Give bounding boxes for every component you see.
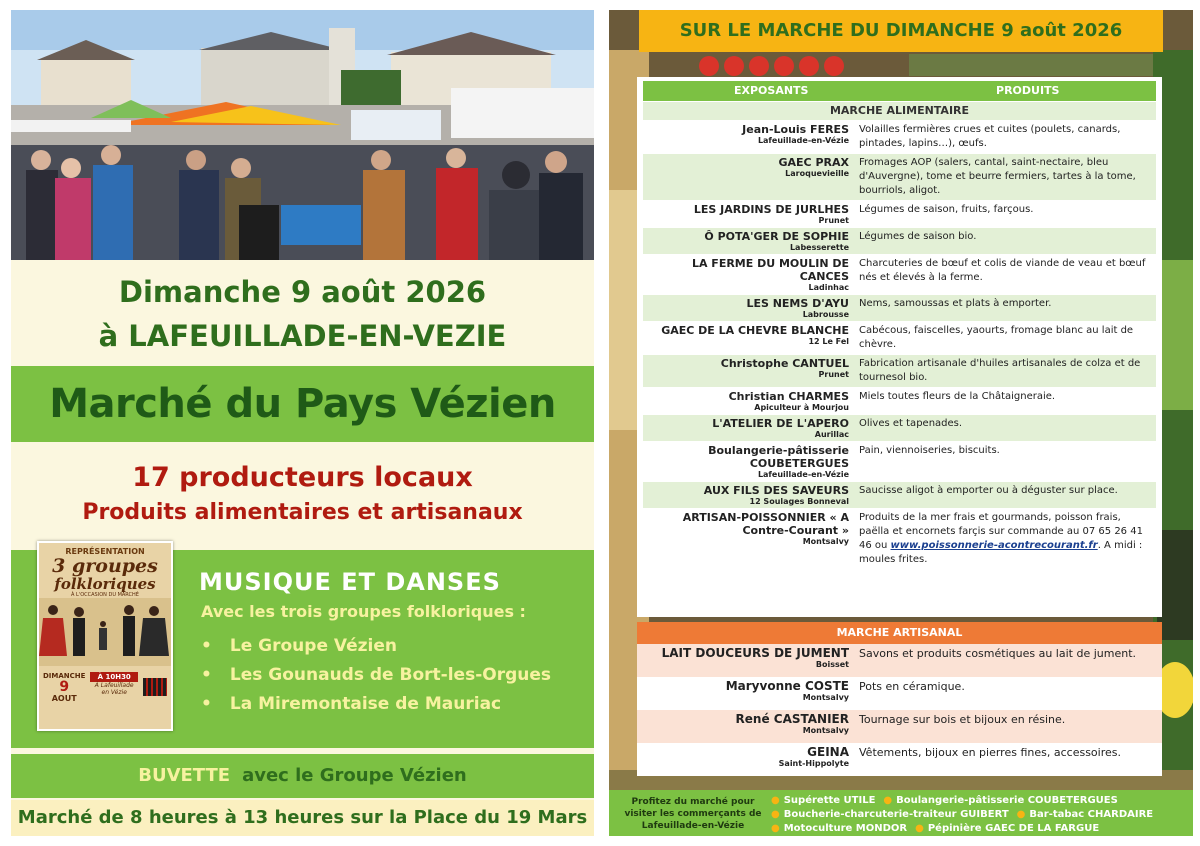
poster-day: DIMANCHE bbox=[43, 672, 86, 680]
table-row bbox=[637, 644, 1162, 677]
exposant-town: Ladinhac bbox=[808, 283, 849, 292]
flyer-right-page bbox=[609, 10, 1193, 836]
exposant-town: Laroquevieille bbox=[785, 169, 849, 178]
exposant-cell bbox=[643, 322, 855, 354]
exposant-town: 12 Le Fel bbox=[808, 337, 849, 346]
products-text: Saucisse aligot à emporter ou à déguster sur place. bbox=[859, 485, 1118, 496]
poster-month: AOUT bbox=[51, 694, 77, 703]
products-after: . A midi : moules frites. bbox=[859, 540, 1143, 565]
table-row bbox=[643, 227, 1156, 254]
exposant-cell bbox=[637, 743, 855, 776]
products-cell bbox=[855, 509, 1156, 569]
products-cell bbox=[855, 322, 1156, 354]
products-text: Légumes de saison, fruits, farçous. bbox=[859, 204, 1034, 215]
exposant-name: LA FERME DU MOULIN DE CANCES bbox=[691, 257, 849, 283]
products-cell bbox=[855, 201, 1156, 227]
exposant-cell bbox=[637, 677, 855, 710]
products-cell bbox=[855, 415, 1156, 441]
table-header bbox=[643, 81, 1156, 101]
exposant-name: Jean-Louis FERES bbox=[742, 123, 849, 136]
exposant-cell bbox=[643, 509, 855, 569]
exposant-town: Montsalvy bbox=[802, 537, 849, 546]
table-row bbox=[643, 321, 1156, 354]
flyer-left-page bbox=[11, 10, 594, 836]
event-date: Dimanche 9 août 2026 bbox=[118, 275, 487, 309]
table-row bbox=[643, 441, 1156, 481]
exposant-town: Lafeuillade-en-Vézie bbox=[757, 470, 849, 479]
products-line: Produits alimentaires et artisanaux bbox=[82, 500, 523, 525]
exposant-town: Aurillac bbox=[814, 430, 849, 439]
exposant-cell bbox=[643, 388, 855, 414]
table-row bbox=[643, 200, 1156, 227]
exposant-name: L'ATELIER DE L'APERO bbox=[712, 417, 849, 430]
exposant-town: Montsalvy bbox=[802, 726, 849, 735]
poster-top: REPRÉSENTATION bbox=[65, 547, 145, 556]
products-text: Fabrication artisanale d'huiles artisanales de colza et de tournesol bio. bbox=[859, 358, 1141, 383]
exposant-cell bbox=[643, 415, 855, 441]
exposant-name: Christophe CANTUEL bbox=[720, 357, 849, 370]
exposant-name: GAEC DE LA CHEVRE BLANCHE bbox=[661, 324, 849, 337]
products-cell bbox=[855, 295, 1156, 321]
table-row bbox=[643, 508, 1156, 569]
exposant-cell bbox=[643, 295, 855, 321]
shops-line bbox=[771, 794, 1161, 808]
exposant-cell bbox=[643, 482, 855, 508]
exposant-name: LAIT DOUCEURS DE JUMENT bbox=[661, 646, 849, 660]
products-text: Olives et tapenades. bbox=[859, 418, 963, 429]
exposant-cell bbox=[643, 442, 855, 481]
shops-list bbox=[771, 794, 1161, 836]
products-cell bbox=[855, 355, 1156, 387]
exposant-name: GEINA bbox=[807, 745, 849, 759]
exposant-cell bbox=[643, 228, 855, 254]
groups-list bbox=[201, 632, 551, 719]
exposant-town: Montsalvy bbox=[802, 693, 849, 702]
exposant-name: AUX FILS DES SAVEURS bbox=[703, 484, 849, 497]
producers-count: 17 producteurs locaux bbox=[132, 462, 473, 493]
table-row bbox=[643, 120, 1156, 153]
exposant-name: René CASTANIER bbox=[735, 712, 849, 726]
products-cell bbox=[855, 442, 1156, 481]
folklore-poster bbox=[37, 541, 173, 731]
products-cell: Pots en céramique. bbox=[859, 680, 965, 693]
products-cell bbox=[855, 228, 1156, 254]
exposant-name: GAEC PRAX bbox=[778, 156, 849, 169]
table-row bbox=[643, 354, 1156, 387]
poster-title-2: folkloriques bbox=[54, 575, 156, 593]
products-cell: Tournage sur bois et bijoux en résine. bbox=[859, 713, 1066, 726]
title-band bbox=[11, 366, 594, 442]
exposant-name: Boulangerie-pâtisserie COUBETERGUES bbox=[708, 444, 849, 470]
exposant-name: Ô POTA'GER DE SOPHIE bbox=[704, 230, 849, 243]
exposant-name: LES JARDINS DE JURLHES bbox=[693, 203, 849, 216]
shop-name: ● Boucherie-charcuterie-traiteur GUIBERT bbox=[771, 809, 1009, 820]
shops-line bbox=[771, 822, 1161, 836]
products-text: Pain, viennoiseries, biscuits. bbox=[859, 445, 1000, 456]
exposant-name: LES NEMS D'AYU bbox=[746, 297, 849, 310]
products-text: Miels toutes fleurs de la Châtaigneraie. bbox=[859, 391, 1056, 402]
exposant-name: Christian CHARMES bbox=[728, 390, 849, 403]
table-row bbox=[643, 387, 1156, 414]
poster-time: À 10H30 bbox=[90, 672, 138, 682]
dancers-illustration bbox=[39, 598, 171, 666]
table-row bbox=[643, 481, 1156, 508]
products-text: Nems, samoussas et plats à emporter. bbox=[859, 298, 1052, 309]
exposant-cell bbox=[637, 644, 855, 677]
buvette-band bbox=[11, 754, 594, 798]
exposant-cell bbox=[643, 121, 855, 153]
exposant-town: Boisset bbox=[815, 660, 849, 669]
website-link[interactable]: www.poissonnerie-acontrecourant.fr bbox=[890, 540, 1098, 551]
right-header: SUR LE MARCHE DU DIMANCHE 9 août 2026 bbox=[639, 10, 1163, 52]
products-text: Cabécous, faiscelles, yaourts, fromage blanc au lait de chèvre. bbox=[859, 325, 1134, 350]
products-text: Fromages AOP (salers, cantal, saint-nectaire, bleu d'Auvergne), tome et beurre fermiers, tartes à la tome, bourriols, aligot. bbox=[859, 157, 1136, 196]
buvette-text: avec le Groupe Vézien bbox=[242, 765, 467, 786]
exposant-name: Maryvonne COSTE bbox=[725, 679, 849, 693]
products-cell bbox=[855, 154, 1156, 200]
col-exposants: EXPOSANTS bbox=[734, 84, 809, 97]
table-row bbox=[643, 414, 1156, 441]
table-row bbox=[643, 294, 1156, 321]
footer-lead: Profitez du marché pour visiter les commerçants de Lafeuillade-en-Vézie bbox=[624, 797, 762, 831]
exposant-town: Labrousse bbox=[802, 310, 849, 319]
poster-sub: À L'OCCASION DU MARCHÉ bbox=[71, 592, 139, 598]
table-row bbox=[637, 743, 1162, 776]
shop-name: ● Pépinière GAEC DE LA FARGUE bbox=[915, 823, 1099, 834]
craft-rows bbox=[637, 644, 1162, 776]
food-section-title: MARCHE ALIMENTAIRE bbox=[643, 102, 1156, 120]
exposant-town: Prunet bbox=[818, 370, 849, 379]
table-row bbox=[637, 677, 1162, 710]
shop-name: ● Boulangerie-pâtisserie COUBETERGUES bbox=[883, 795, 1117, 806]
group-item: • La Miremontaise de Mauriac bbox=[201, 690, 551, 719]
buvette-label: BUVETTE bbox=[138, 765, 231, 786]
poster-num: 9 bbox=[59, 679, 70, 695]
event-place: à LAFEUILLADE-EN-VEZIE bbox=[98, 319, 507, 353]
products-cell: Savons et produits cosmétiques au lait de jument. bbox=[859, 647, 1137, 660]
exposant-town: Apiculteur à Mourjou bbox=[754, 403, 849, 412]
food-table bbox=[637, 77, 1162, 617]
table-row bbox=[643, 153, 1156, 200]
exposant-town: Lafeuillade-en-Vézie bbox=[757, 136, 849, 145]
col-produits: PRODUITS bbox=[996, 84, 1060, 97]
products-text: Volailles fermières crues et cuites (poulets, canards, pintades, lapins…), œufs. bbox=[859, 124, 1121, 149]
exposant-cell bbox=[637, 710, 855, 743]
accordion-icon bbox=[143, 678, 167, 696]
group-item: • Les Gounauds de Bort-les-Orgues bbox=[201, 661, 551, 690]
products-cell bbox=[855, 482, 1156, 508]
shop-name: ● Supérette UTILE bbox=[771, 795, 875, 806]
exposant-cell bbox=[643, 255, 855, 294]
poster-title-1: 3 groupes bbox=[52, 555, 158, 577]
products-text: Produits de la mer frais et gourmands, poisson frais, paëlla et encornets farçis sur commande au 07 65 26 41 46 ou bbox=[859, 512, 1143, 551]
poster-location: À Lafeuillade en Vézie bbox=[94, 682, 134, 696]
products-text: Charcuteries de bœuf et colis de viande de veau et bœuf nés et élevés à la ferme. bbox=[859, 258, 1146, 283]
products-cell bbox=[855, 388, 1156, 414]
music-subtitle: Avec les trois groupes folkloriques : bbox=[201, 602, 526, 621]
table-row bbox=[643, 254, 1156, 294]
shop-name: ● Motoculture MONDOR bbox=[771, 823, 907, 834]
craft-section-title: MARCHE ARTISANAL bbox=[637, 622, 1162, 644]
exposant-town: 12 Soulages Bonneval bbox=[749, 497, 849, 506]
exposant-cell bbox=[643, 201, 855, 227]
market-title: Marché du Pays Vézien bbox=[49, 381, 556, 427]
exposant-cell bbox=[643, 355, 855, 387]
products-text: Légumes de saison bio. bbox=[859, 231, 977, 242]
exposant-town: Labesserette bbox=[789, 243, 849, 252]
products-cell bbox=[855, 121, 1156, 153]
exposant-name: ARTISAN-POISSONNIER « A Contre-Courant » bbox=[682, 511, 849, 537]
music-title: MUSIQUE ET DANSES bbox=[199, 568, 501, 596]
table-row bbox=[637, 710, 1162, 743]
food-rows bbox=[643, 120, 1156, 569]
group-item: • Le Groupe Vézien bbox=[201, 632, 551, 661]
market-photo bbox=[11, 10, 594, 260]
craft-table bbox=[637, 622, 1162, 776]
market-hours: Marché de 8 heures à 13 heures sur la Place du 19 Mars bbox=[11, 800, 594, 836]
products-cell: Vêtements, bijoux en pierres fines, accessoires. bbox=[859, 746, 1121, 759]
exposant-town: Prunet bbox=[818, 216, 849, 225]
exposant-town: Saint-Hippolyte bbox=[778, 759, 849, 768]
products-cell bbox=[855, 255, 1156, 294]
exposant-cell bbox=[643, 154, 855, 200]
shop-name: ● Bar-tabac CHARDAIRE bbox=[1017, 809, 1153, 820]
footer-band bbox=[609, 790, 1193, 836]
shops-line bbox=[771, 808, 1161, 822]
